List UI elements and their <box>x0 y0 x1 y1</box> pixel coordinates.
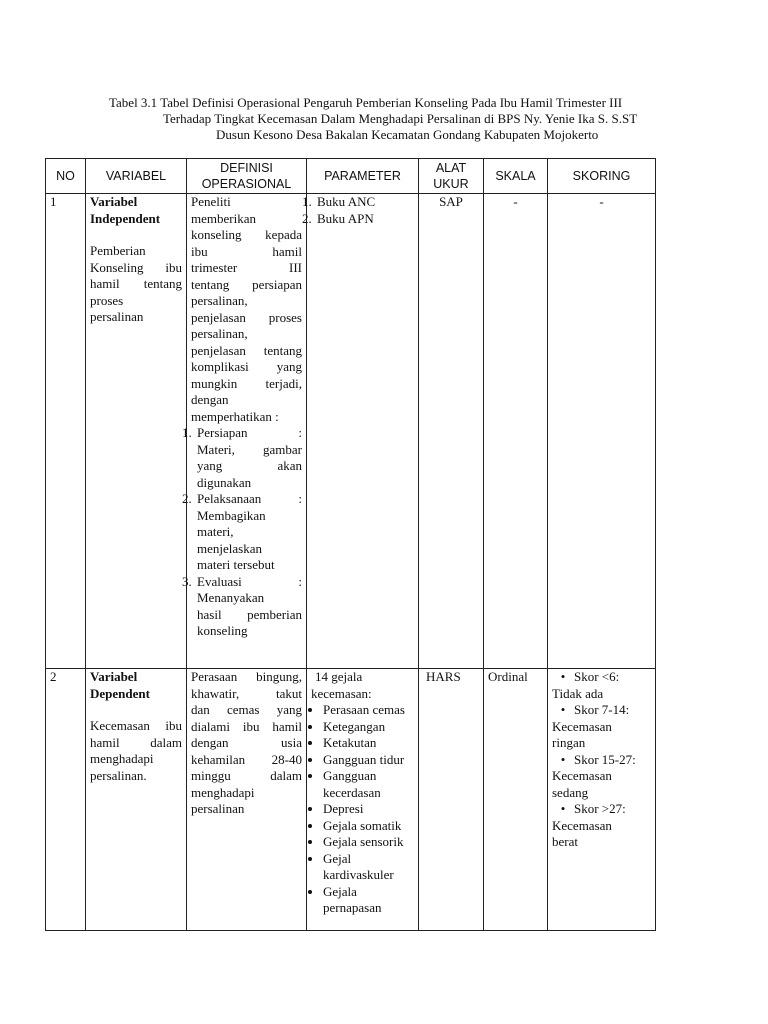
scoring-item-line: ringan <box>552 735 586 750</box>
scoring-cell: - <box>548 194 656 669</box>
scoring-item-line: berat <box>552 834 578 849</box>
table-row <box>46 669 656 931</box>
definition-line: Peneliti <box>191 194 231 209</box>
instrument-cell: HARS <box>419 669 484 931</box>
definition-list-item: 3. Evaluasi : Menanyakan hasil pemberian konseling <box>195 574 302 640</box>
scale-cell: Ordinal <box>484 669 548 931</box>
header-parameter: PARAMETER <box>307 159 419 194</box>
parameter-item: • Perasaan cemas <box>323 702 414 719</box>
definition-line: dialami ibu hamil <box>191 718 302 734</box>
header-definisi-line: DEFINISI <box>220 161 273 175</box>
table-caption-line-1: Tabel 3.1 Tabel Definisi Operasional Pengaruh Pemberian Konseling Pada Ibu Hamil Trimester III <box>109 95 623 110</box>
definition-line: mungkin terjadi, <box>191 375 302 391</box>
variable-desc-line: Kecemasan ibu <box>90 718 182 733</box>
definition-line: memberikan <box>191 210 256 226</box>
table-caption-line-2: Terhadap Tingkat Kecemasan Dalam Menghadapi Persalinan di BPS Ny. Yenie Ika S. S.ST <box>163 111 638 126</box>
parameter-item: • Ketegangan <box>323 719 414 736</box>
variable-desc-line: Konseling ibu <box>90 259 182 275</box>
header-skala: SKALA <box>484 159 548 194</box>
header-alat-ukur <box>419 159 484 194</box>
variable-desc-line: proses <box>90 292 124 308</box>
definition-line: Perasaan bingung, <box>191 669 302 684</box>
parameter-cell <box>307 194 419 669</box>
scoring-item-line: Kecemasan <box>552 768 612 783</box>
table-caption-line-3: Dusun Kesono Desa Bakalan Kecamatan Gondang Kabupaten Mojokerto <box>216 127 599 142</box>
header-skoring: SKORING <box>548 159 656 194</box>
scoring-cell <box>548 669 656 931</box>
parameter-item: • Gangguan kecerdasan <box>323 768 414 801</box>
definition-line: dengan usia <box>191 735 302 750</box>
definition-line: konseling kepada <box>191 227 302 242</box>
definition-line: dengan <box>191 392 229 407</box>
definition-line: kehamilan 28-40 <box>191 751 302 767</box>
definition-line: persalinan <box>191 801 245 816</box>
scoring-item-line: Tidak ada <box>552 685 604 701</box>
scoring-item: • Skor 7-14: <box>560 702 630 717</box>
header-definisi-line: OPERASIONAL <box>201 177 292 191</box>
header-alat-line: UKUR <box>433 177 469 191</box>
variable-title: Dependent <box>90 685 150 701</box>
row-number: 2 <box>46 669 86 931</box>
table-row <box>46 194 656 669</box>
definition-line: minggu dalam <box>191 768 302 783</box>
variable-desc-line: Pemberian <box>90 243 146 258</box>
parameter-item: 1. Buku ANC <box>315 194 414 211</box>
definition-line: memperhatikan : <box>191 408 279 424</box>
variable-cell <box>86 669 187 931</box>
variable-title: Variabel <box>90 194 138 209</box>
scoring-item: • Skor 15-27: <box>560 751 636 767</box>
definition-line: trimester III <box>191 260 302 275</box>
parameter-item: • Gejala pernapasan <box>323 884 414 917</box>
definition-line: penjelasan proses <box>191 309 302 325</box>
variable-desc-line: hamil tentang <box>90 276 182 291</box>
row-number: 1 <box>46 194 86 669</box>
definition-list-item: 2. Pelaksanaan : Membagikan materi, menjelaskan materi tersebut <box>195 491 302 574</box>
variable-desc-line: persalinan <box>90 309 144 324</box>
variable-desc-line: menghadapi <box>90 751 154 766</box>
header-definisi <box>187 159 307 194</box>
parameter-intro: 14 gejala <box>315 669 363 684</box>
definition-line: ibu hamil <box>191 243 302 259</box>
scoring-item-line: Kecemasan <box>552 718 612 734</box>
parameter-cell <box>307 669 419 931</box>
parameter-item: 2. Buku APN <box>315 211 414 228</box>
scoring-item-line: sedang <box>552 784 589 800</box>
definition-list-item: 1. Persiapan : Materi, gambar yang akan digunakan <box>195 425 302 491</box>
definition-line: khawatir, takut <box>191 685 302 701</box>
header-variabel: VARIABEL <box>86 159 187 194</box>
parameter-item: • Gejala somatik <box>323 818 414 835</box>
variable-cell <box>86 194 187 669</box>
definition-line: penjelasan tentang <box>191 342 302 358</box>
definition-cell <box>187 194 307 669</box>
definition-line: persalinan, <box>191 293 248 308</box>
definition-line: persalinan, <box>191 326 248 341</box>
parameter-item: • Gangguan tidur <box>323 752 414 769</box>
parameter-item: • Gejala sensorik <box>323 834 414 851</box>
definition-cell <box>187 669 307 931</box>
definition-table <box>45 158 656 931</box>
scoring-item-line: Kecemasan <box>552 817 612 833</box>
definition-line: tentang persiapan <box>191 276 302 292</box>
header-alat-line: ALAT <box>435 161 467 175</box>
definition-line: menghadapi <box>191 784 255 800</box>
definition-line: komplikasi yang <box>191 359 302 374</box>
variable-title: Variabel <box>90 669 138 684</box>
parameter-intro: kecemasan: <box>311 685 372 701</box>
parameter-item: • Ketakutan <box>323 735 414 752</box>
header-no: NO <box>46 159 86 194</box>
scoring-item: • Skor >27: <box>560 801 626 816</box>
scoring-item: • Skor <6: <box>560 669 620 684</box>
table-header-row <box>46 159 656 194</box>
parameter-item: • Depresi <box>323 801 414 818</box>
variable-title: Independent <box>90 210 161 226</box>
parameter-item: • Gejal kardivaskuler <box>323 851 414 884</box>
instrument-cell: SAP <box>419 194 484 669</box>
variable-desc-line: persalinan. <box>90 767 147 783</box>
scale-cell: - <box>484 194 548 669</box>
variable-desc-line: hamil dalam <box>90 734 182 750</box>
definition-line: dan cemas yang <box>191 702 302 717</box>
